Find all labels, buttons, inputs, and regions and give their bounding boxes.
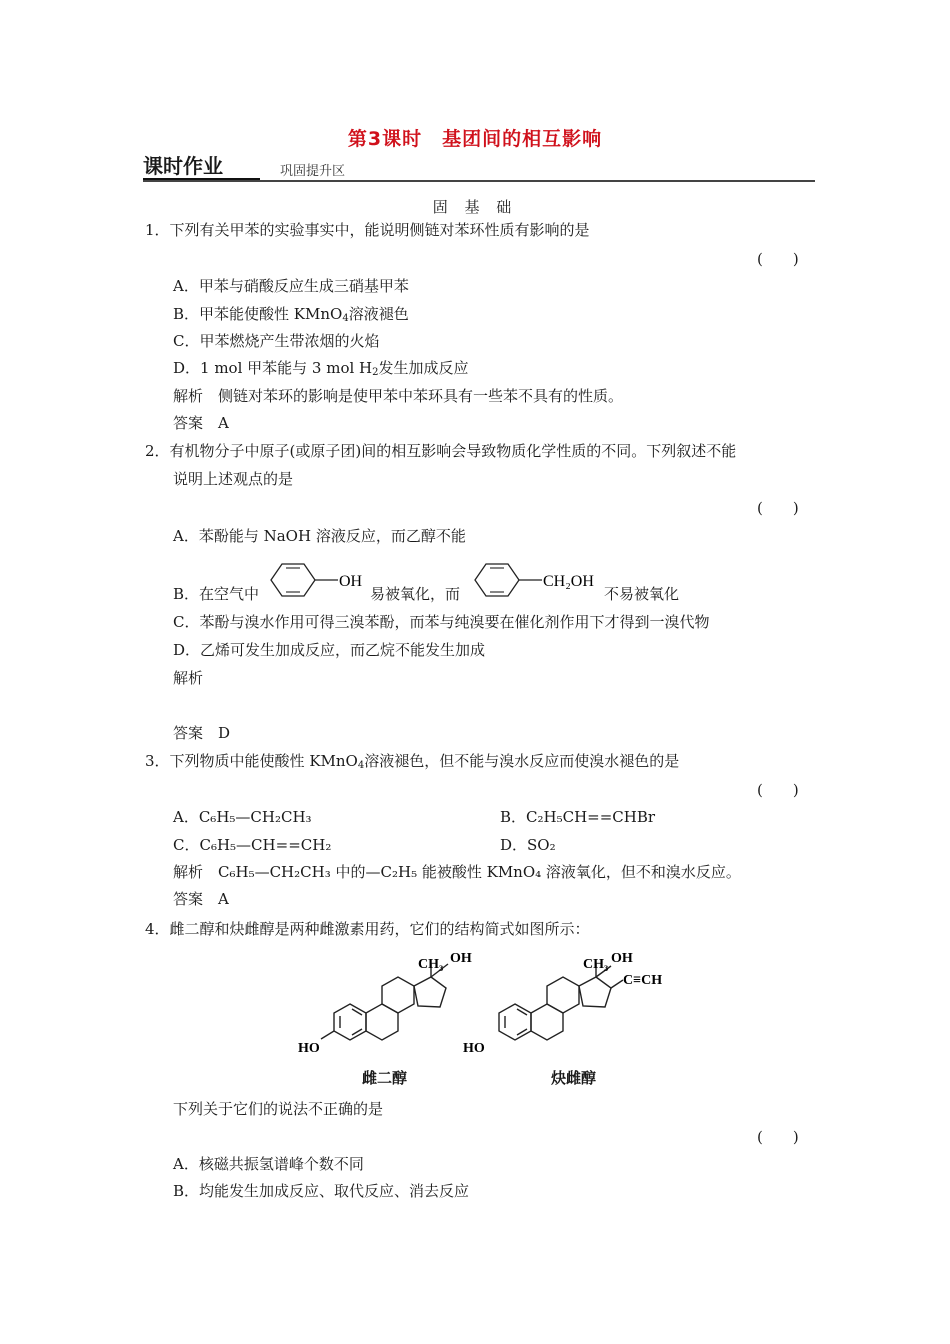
q1-option-b: B．甲苯能使酸性 KMnO$_4$溶液褪色 xyxy=(173,305,409,324)
q2-stem-2: 说明上述观点的是 xyxy=(173,470,294,488)
q4-answer-paren: ( ) xyxy=(757,1128,799,1146)
q2-option-b-prefix: B．在空气中 xyxy=(173,585,260,603)
q2-stem-1: 2．有机物分子中原子(或原子团)间的相互影响会导致物质化学性质的不同。下列叙述不能 xyxy=(145,442,737,460)
section-title: 固 基 础 xyxy=(432,198,518,216)
q4-sub-stem: 下列关于它们的说法不正确的是 xyxy=(173,1100,384,1118)
q4-option-b: B．均能发生加成反应、取代反应、消去反应 xyxy=(173,1182,470,1200)
estradiol-ho-label: HO xyxy=(298,1041,320,1056)
phenol-structure xyxy=(262,560,370,606)
q2-option-c: C．苯酚与溴水作用可得三溴苯酚，而苯与纯溴要在催化剂作用下才得到一溴代物 xyxy=(173,613,710,631)
ethinylestradiol-name: 炔雌醇 xyxy=(551,1069,597,1087)
header-sub: 巩固提升区 xyxy=(280,164,346,179)
benzyl-alcohol-structure xyxy=(466,560,606,606)
q2-analysis: 解析 xyxy=(173,669,204,687)
q1-answer-paren: ( ) xyxy=(757,250,799,268)
q2-answer: 答案 D xyxy=(173,724,231,742)
q3-option-b: B．C₂H₅CH==CHBr xyxy=(500,808,656,826)
ethinylestradiol-structure xyxy=(455,940,685,1065)
ethinylestradiol-ho-label: HO xyxy=(463,1041,485,1056)
q2-option-b-mid: 易被氧化，而 xyxy=(370,585,461,603)
page-title: 第3课时 基团间的相互影响 xyxy=(347,128,603,150)
q2-answer-paren: ( ) xyxy=(757,499,799,517)
estradiol-ch3-label: CH₃ xyxy=(418,957,444,972)
q3-option-d: D．SO₂ xyxy=(500,836,556,854)
q3-option-a: A．C₆H₅—CH₂CH₃ xyxy=(173,808,312,826)
benzyl-ch2oh-label: CH₂OH xyxy=(543,573,594,590)
q4-stem: 4．雌二醇和炔雌醇是两种雌激素用药，它们的结构简式如图所示： xyxy=(145,920,590,938)
q4-option-a: A．核磁共振氢谱峰个数不同 xyxy=(173,1155,364,1173)
estradiol-oh-label: OH xyxy=(450,951,472,966)
q2-option-a: A．苯酚能与 NaOH 溶液反应，而乙醇不能 xyxy=(173,527,466,545)
q1-option-a: A．甲苯与硝酸反应生成三硝基甲苯 xyxy=(173,277,409,295)
q1-option-c: C．甲苯燃烧产生带浓烟的火焰 xyxy=(173,332,380,350)
q3-stem: 3．下列物质中能使酸性 KMnO$_4$溶液褪色，但不能与溴水反应而使溴水褪色的是 xyxy=(145,752,680,771)
estradiol-name: 雌二醇 xyxy=(362,1069,408,1087)
q3-analysis: 解析 C₆H₅—CH₂CH₃ 中的—C₂H₅ 能被酸性 KMnO₄ 溶液氧化，但不和溴水反应。 xyxy=(173,863,741,881)
q1-stem: 1．下列有关甲苯的实验事实中，能说明侧链对苯环性质有影响的是 xyxy=(145,221,590,239)
ethinylestradiol-oh-label: OH xyxy=(611,951,633,966)
q1-answer: 答案 A xyxy=(173,414,229,432)
q2-option-b-suffix: 不易被氧化 xyxy=(604,585,680,603)
ethinylestradiol-alkyne-label: C≡CH xyxy=(623,973,663,988)
q1-option-d: D．1 mol 甲苯能与 3 mol $H_2$发生加成反应 xyxy=(173,359,469,378)
phenol-oh-label: OH xyxy=(339,573,363,590)
ethinylestradiol-ch3-label: CH₃ xyxy=(583,957,609,972)
header-label: 课时作业 xyxy=(143,154,223,178)
q3-option-c: C．C₆H₅—CH==CH₂ xyxy=(173,836,332,854)
q2-option-d: D．乙烯可发生加成反应，而乙烷不能发生加成 xyxy=(173,641,486,659)
q1-analysis: 解析 侧链对苯环的影响是使甲苯中苯环具有一些苯不具有的性质。 xyxy=(173,387,624,405)
q3-answer: 答案 A xyxy=(173,890,229,908)
q3-answer-paren: ( ) xyxy=(757,781,799,799)
header-divider xyxy=(143,180,815,182)
